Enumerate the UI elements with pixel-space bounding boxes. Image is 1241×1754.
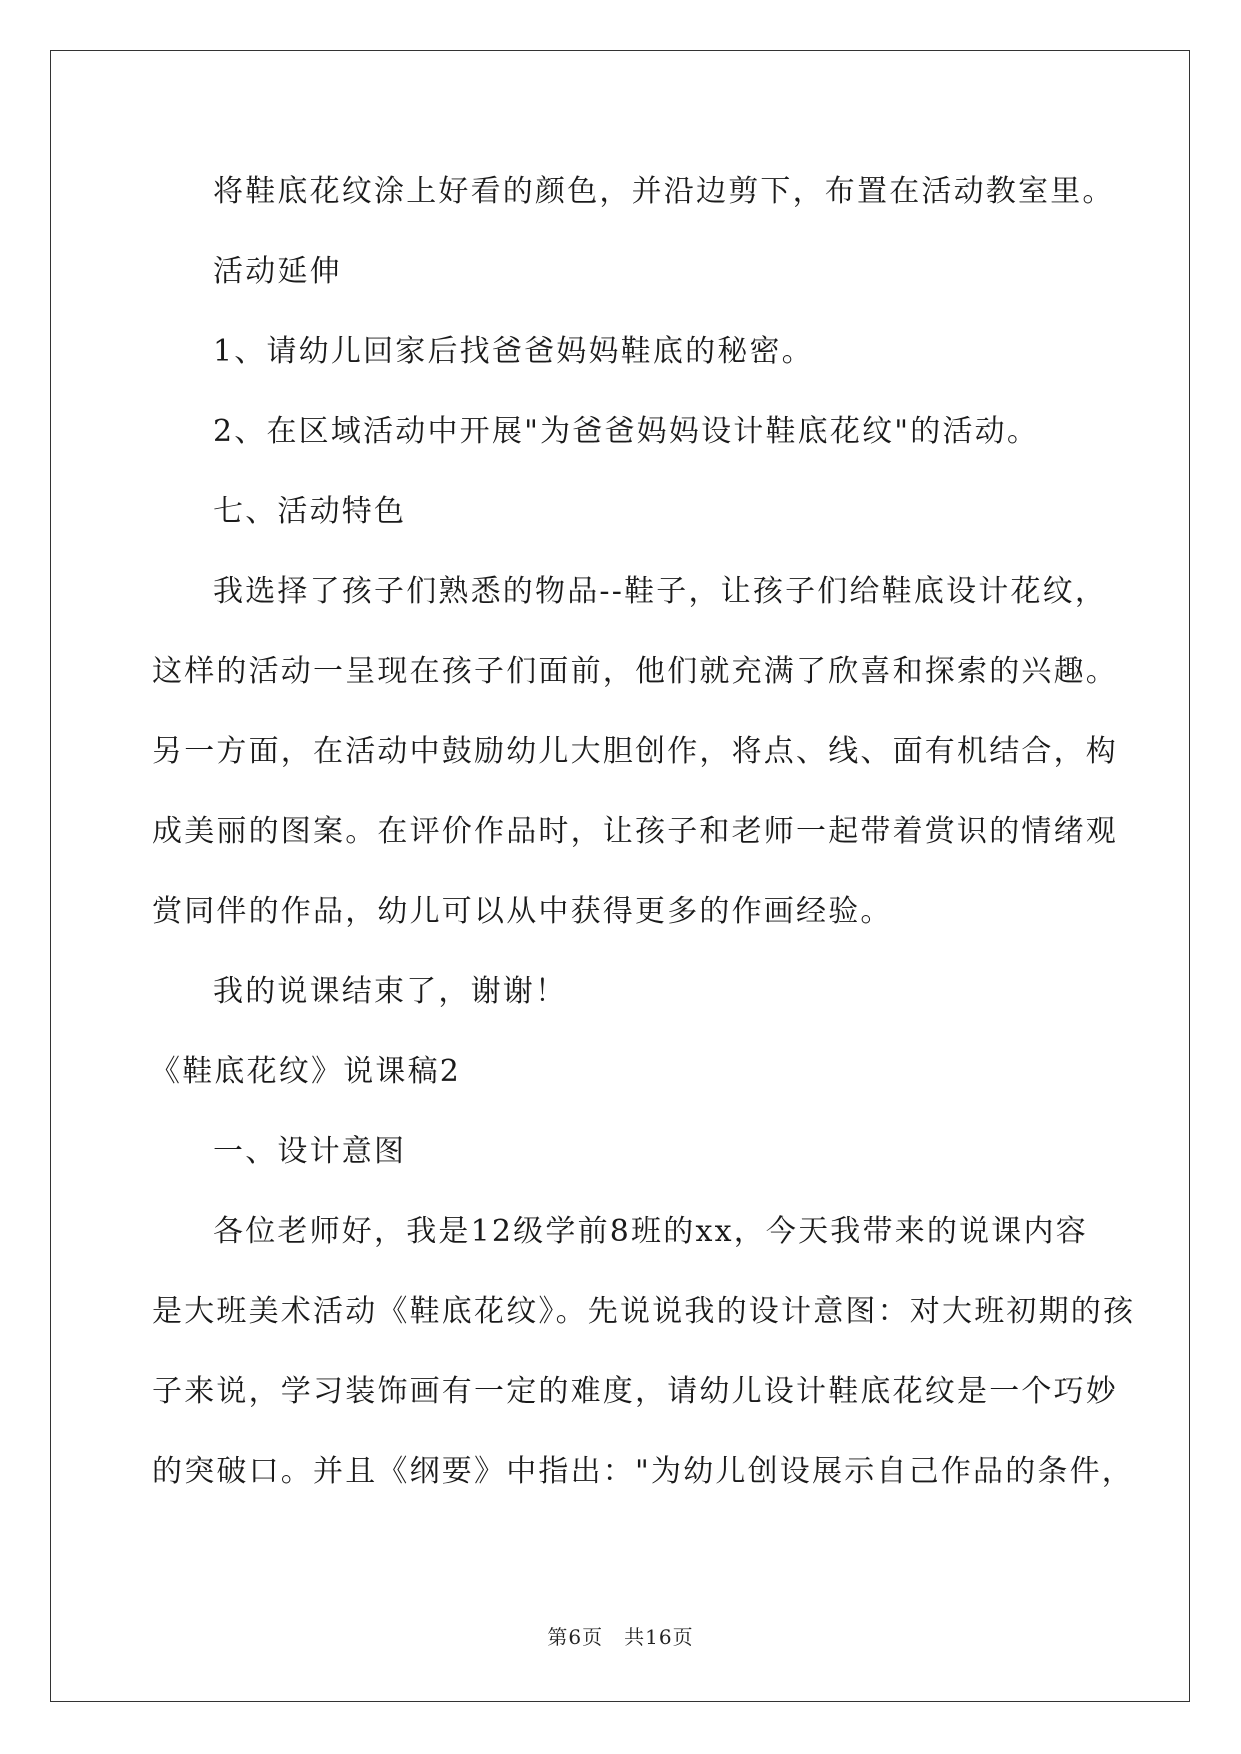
paragraph-line: 是大班美术活动《鞋底花纹》。先说说我的设计意图：对大班初期的孩 bbox=[152, 1294, 1136, 1329]
paragraph-line: 将鞋底花纹涂上好看的颜色，并沿边剪下，布置在活动教室里。 bbox=[213, 174, 1115, 209]
closing-line: 我的说课结束了，谢谢！ bbox=[213, 974, 568, 1009]
paragraph-line: 我选择了孩子们熟悉的物品--鞋子，让孩子们给鞋底设计花纹， bbox=[213, 574, 1108, 609]
section-heading-activity-extension: 活动延伸 bbox=[213, 254, 342, 289]
paragraph-line: 赏同伴的作品，幼儿可以从中获得更多的作画经验。 bbox=[152, 894, 893, 929]
paragraph-line: 成美丽的图案。在评价作品时，让孩子和老师一起带着赏识的情绪观 bbox=[152, 814, 1118, 849]
section-heading-activity-features: 七、活动特色 bbox=[213, 494, 407, 529]
list-item-1: 1、请幼儿回家后找爸爸妈妈鞋底的秘密。 bbox=[213, 334, 814, 369]
paragraph-line: 另一方面，在活动中鼓励幼儿大胆创作，将点、线、面有机结合，构 bbox=[152, 734, 1118, 769]
paragraph-line: 子来说，学习装饰画有一定的难度，请幼儿设计鞋底花纹是一个巧妙 bbox=[152, 1374, 1118, 1409]
document-title: 《鞋底花纹》说课稿2 bbox=[150, 1054, 462, 1089]
paragraph-line: 这样的活动一呈现在孩子们面前，他们就充满了欣喜和探索的兴趣。 bbox=[152, 654, 1118, 689]
paragraph-line: 的突破口。并且《纲要》中指出："为幼儿创设展示自己作品的条件， bbox=[152, 1454, 1134, 1489]
page-number-footer: 第6页 共16页 bbox=[547, 1625, 694, 1649]
list-item-2: 2、在区域活动中开展"为爸爸妈妈设计鞋底花纹"的活动。 bbox=[213, 414, 1040, 449]
paragraph-line: 各位老师好，我是12级学前8班的xx，今天我带来的说课内容 bbox=[213, 1214, 1088, 1249]
section-heading-design-intent: 一、设计意图 bbox=[213, 1134, 407, 1169]
